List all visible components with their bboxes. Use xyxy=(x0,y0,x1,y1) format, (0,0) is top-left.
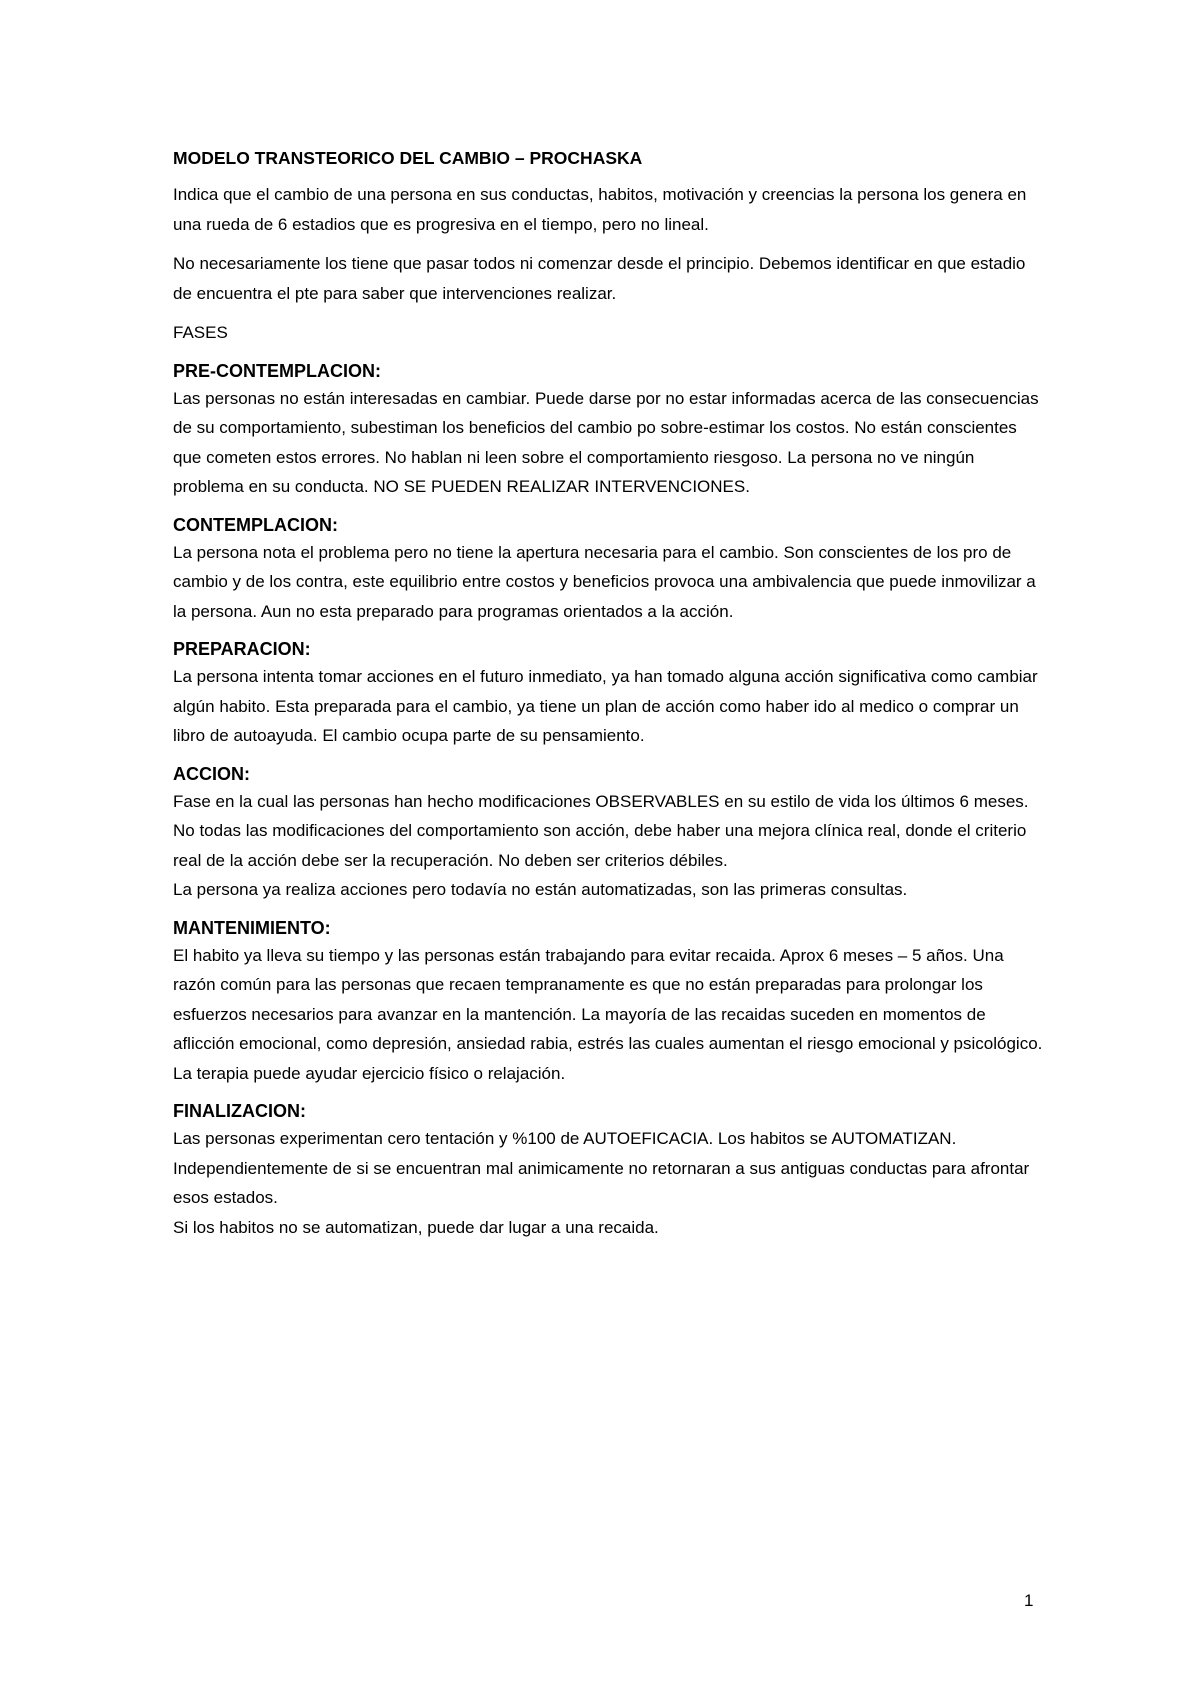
section-paragraph: La persona intenta tomar acciones en el futuro inmediato, ya han tomado alguna acción significativa como cambiar algún habito. Esta preparada para el cambio, ya tiene un plan de acción como haber ido al medico o comprar un libro de autoayuda. El cambio ocupa parte de su pensamiento. xyxy=(173,667,1038,745)
section-heading: FINALIZACION: xyxy=(173,1101,306,1121)
section-heading: CONTEMPLACION: xyxy=(173,514,338,535)
section-paragraph: La persona ya realiza acciones pero todavía no están automatizadas, son las primeras consultas. xyxy=(173,880,908,899)
section-heading: ACCION: xyxy=(173,763,250,784)
section-finalizacion xyxy=(173,1098,1043,1242)
section-paragraph: La terapia puede ayudar ejercicio físico o relajación. xyxy=(173,1063,566,1083)
intro-paragraph: No necesariamente los tiene que pasar todos ni comenzar desde el principio. Debemos identificar en que estadio de encuentra el pte para saber que intervenciones realizar. xyxy=(173,254,1026,303)
section-paragraph: La persona nota el problema pero no tiene la apertura necesaria para el cambio. Son conscientes de los pro de cambio y de los contra, este equilibrio entre costos y beneficios provoca una ambivalencia que puede inmovilizar a la persona. Aun no esta preparado para programas orientados a la acción. xyxy=(173,542,1036,621)
document-content xyxy=(173,146,1043,1252)
section-pre-contemplacion xyxy=(173,358,1043,502)
section-paragraph: Si los habitos no se automatizan, puede dar lugar a una recaida. xyxy=(173,1217,659,1237)
section-accion xyxy=(173,761,1043,905)
section-heading: MANTENIMIENTO: xyxy=(173,917,331,938)
page-number: 1 xyxy=(1024,1591,1034,1610)
intro-paragraph: Indica que el cambio de una persona en sus conductas, habitos, motivación y creencias la persona los genera en una rueda de 6 estadios que es progresiva en el tiempo, pero no lineal. xyxy=(173,185,1027,234)
document-title: MODELO TRANSTEORICO DEL CAMBIO – PROCHASKA xyxy=(173,148,643,168)
section-paragraph: Las personas experimentan cero tentación y %100 de AUTOEFICACIA. Los habitos se AUTOMATIZAN. Independientemente de si se encuentran mal animicamente no retornaran a sus antiguas conductas para afrontar esos estados. xyxy=(173,1129,1030,1207)
fases-label: FASES xyxy=(173,323,228,342)
section-contemplacion xyxy=(173,512,1043,627)
section-paragraph: El habito ya lleva su tiempo y las personas están trabajando para evitar recaida. Aprox 6 meses – 5 años. Una razón común para las personas que recaen tempranamente es que no están preparadas para prolongar los esfuerzos necesarios para avanzar en la mantención. La mayoría de las recaidas suceden en momentos de aflicción emocional, como depresión, ansiedad rabia, estrés las cuales aumentan el riesgo emocional y psicológico. xyxy=(173,945,1043,1053)
section-paragraph: Fase en la cual las personas han hecho modificaciones OBSERVABLES en su estilo de vida los últimos 6 meses. No todas las modificaciones del comportamiento son acción, debe haber una mejora clínica real, donde el criterio real de la acción debe ser la recuperación. No deben ser criterios débiles. xyxy=(173,791,1029,870)
section-paragraph: Las personas no están interesadas en cambiar. Puede darse por no estar informadas acerca de las consecuencias de su comportamiento, subestiman los beneficios del cambio po sobre-estimar los costos. No están conscientes que cometen estos errores. No hablan ni leen sobre el comportamiento riesgoso. La persona no ve ningún problema en su conducta. NO SE PUEDEN REALIZAR INTERVENCIONES. xyxy=(173,388,1039,496)
section-heading: PRE-CONTEMPLACION: xyxy=(173,360,381,381)
section-preparacion xyxy=(173,636,1043,751)
section-mantenimiento xyxy=(173,915,1043,1089)
section-heading: PREPARACION: xyxy=(173,639,311,659)
